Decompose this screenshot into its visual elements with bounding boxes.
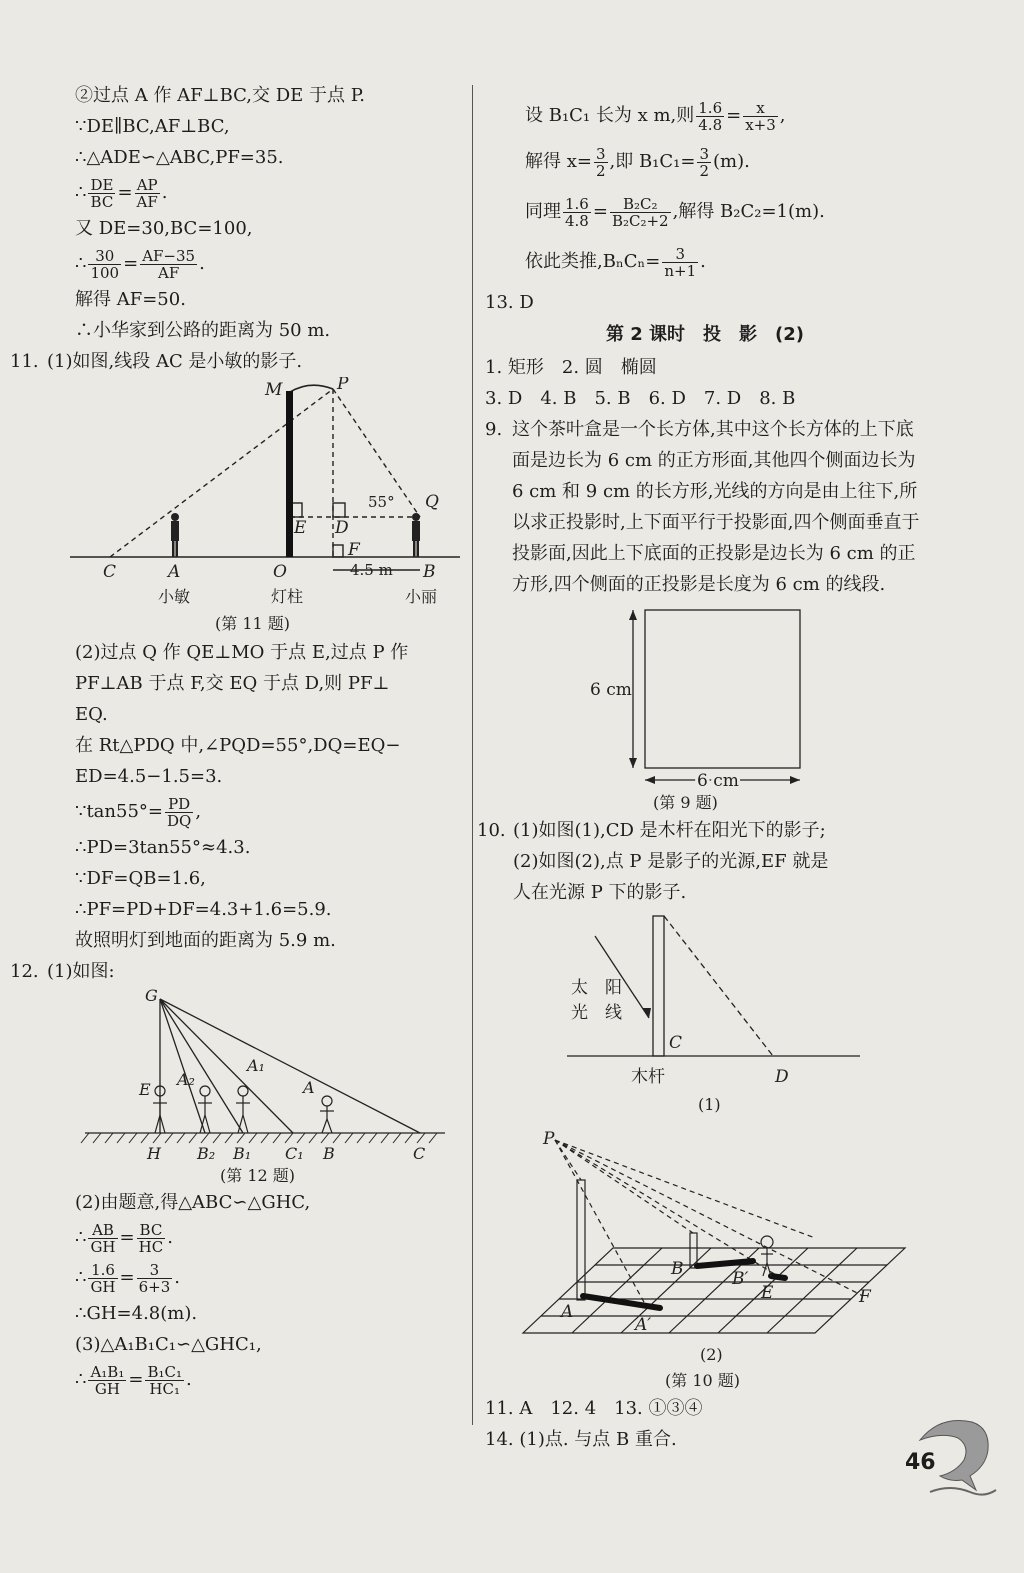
distance-label: 4.5 m [350,561,393,579]
text-line: ∴GH=4.8(m). [75,1303,198,1324]
label-A: A [561,1302,574,1322]
figure-caption: (2) [700,1345,723,1364]
label-xiaomin: 小敏 [158,587,191,606]
question-12: 12. (1)如图: [10,961,115,982]
answer-line: 1. 矩形 2. 圆 椭圆 [485,357,657,378]
figure-10-2 [485,1118,925,1393]
fraction: $\frac{AF-35}{AF}$ [142,246,196,282]
figure-10-1 [485,908,925,1118]
label-B2: B₂ [197,1144,216,1163]
text-line: PF⊥AB 于点 F,交 EQ 于点 D,则 PF⊥ [75,673,390,694]
fraction: $\frac{3}{6+3}$ [138,1260,171,1296]
text-line: 解得 AF=50. [75,289,186,310]
fraction: $\frac{\text{B₁C₁}}{\text{HC₁}}$ [147,1362,182,1398]
label-B: B [323,1144,335,1163]
side-length-label: 6 cm [590,680,632,700]
text-line: 又 DE=30,BC=100, [75,218,253,239]
equation-line: 解得 x= $\frac{3}{2}$ ,即 B₁C₁= $\frac{3}{2}$ (m). [525,144,750,180]
pole-label: 木杆 [631,1067,665,1087]
sunlight-label-2: 光 线 [571,1003,622,1023]
figure-caption: (第 12 题) [220,1166,296,1185]
figure-9 [485,600,925,815]
label-D: D [775,1067,789,1087]
equation-line: 依此类推,BₙCₙ= $\frac{3}{n+1}$ . [525,244,706,280]
column-divider [472,85,473,1425]
fraction: $\frac{AB}{GH}$ [90,1220,116,1256]
section-title: 第 2 课时 投 影 (2) [605,324,805,345]
label-denzhu: 灯柱 [271,587,304,606]
question-9-text: 这个茶叶盒是一个长方体,其中这个长方体的上下底面是边长为 6 cm 的正方形面,其他四个侧面边长为 6 cm 和 9 cm 的长方形,光线的方向是由上往下,所以求正投影时,上下面平行于投影面,四个侧面垂直于投影面,因此上下底面的正投影是边长为 6 cm 的正方形,四个侧面的正投影是长度为 6 cm 的线段. [512,419,920,595]
fraction: $\frac{BC}{HC}$ [138,1220,164,1256]
text-line: ED=4.5−1.5=3. [75,766,223,787]
label-E: E [761,1283,774,1303]
sunlight-label-1: 太 阳 [571,978,622,998]
answer-line: 11. A 12. 4 13. ①③④ [485,1398,703,1419]
fraction: $\frac{3}{2}$ [595,144,606,180]
label-C: C [669,1033,683,1053]
fraction: $\frac{1.6}{4.8}$ [565,194,589,230]
equation-line: 同理 $\frac{1.6}{4.8}$ = $\frac{\text{B₂C₂}}{\text{B₂C₂+2}}$ ,解得 B₂C₂=1(m). [525,194,825,230]
left-column [10,80,465,1400]
label-H: H [147,1144,161,1163]
equation-line: 设 B₁C₁ 长为 x m,则 $\frac{1.6}{4.8}$ = $\frac{x}{x+3}$ , [525,98,786,134]
label-D: D [335,518,349,538]
fraction: $\frac{DE}{BC}$ [90,175,114,211]
fraction: $\frac{30}{100}$ [90,246,120,282]
figure-caption: (第 11 题) [215,614,291,633]
label-F: F [859,1287,871,1307]
text-line: 在 Rt△PDQ 中,∠PQD=55°,DQ=EQ− [75,735,401,756]
page-number: 46 [905,1450,936,1475]
text-line: (2)如图(2),点 P 是影子的光源,EF 就是 [513,851,829,872]
figure-11 [75,377,465,637]
fraction: $\frac{3}{2}$ [699,144,710,180]
label-O: O [273,562,287,582]
text-line: (2)过点 Q 作 QE⊥MO 于点 E,过点 P 作 [75,642,409,663]
text-line: 人在光源 P 下的影子. [513,882,687,903]
fraction: $\frac{PD}{DQ}$ [167,794,192,830]
label-A1: A₁ [247,1056,265,1075]
label-A: A [303,1078,315,1097]
question-9: 9. 这个茶叶盒是一个长方体,其中这个长方体的上下底面是边长为 6 cm 的正方形面,其他四个侧面边长为 6 cm 和 9 cm 的长方形,光线的方向是由上往下,所以求正投影时,上下面平行于投影面,四个侧面垂直于投影面,因此上下底面的正投影是边长为 6 cm 的正方形,四个侧面的正投影是长度为 6 cm 的线段. [485,414,927,600]
label-A-prime: A′ [635,1315,652,1335]
label-C: C [413,1144,426,1163]
label-P: P [337,377,349,394]
fraction: $\frac{AP}{AF}$ [136,175,158,211]
text-line: (3)△A₁B₁C₁∽△GHC₁, [75,1334,262,1355]
fraction: $\frac{1.6}{4.8}$ [698,98,723,134]
fraction: $\frac{x}{x+3}$ [745,98,776,134]
label-B-prime: B′ [732,1269,749,1289]
label-B: B [671,1259,684,1279]
bottom-length-label: 6 cm [697,771,739,791]
text-line: EQ. [75,704,108,725]
label-M: M [265,380,283,400]
equation-line: ∴ $\frac{1.6}{GH}$ = $\frac{3}{6+3}$ . [75,1260,181,1296]
label-C: C [103,562,117,582]
equation-line: ∴ $\frac{\text{A₁B₁}}{GH}$ = $\frac{\text{B₁C₁}}{\text{HC₁}}$ . [75,1362,192,1398]
equation-line: ∴ $\frac{DE}{BC}$ = $\frac{AP}{AF}$ . [75,175,168,211]
text-line: 故照明灯到地面的距离为 5.9 m. [75,930,336,951]
figure-caption: (第 9 题) [653,793,718,812]
question-10: 10. (1)如图(1),CD 是木杆在阳光下的影子; [477,820,826,841]
answer-13: 13. D [485,292,534,313]
figure-10-caption: (第 10 题) [665,1371,741,1390]
label-F: F [348,540,360,560]
right-column [477,95,925,1455]
text-line: ∴PD=3tan55°≈4.3. [75,837,251,858]
figure-caption: (1) [698,1095,721,1114]
angle-label: 55° [368,493,395,511]
label-B: B [423,562,436,582]
label-A: A [168,562,181,582]
label-xiaoli: 小丽 [405,587,438,606]
label-B1: B₁ [233,1144,252,1163]
text-line: ∴PF=PD+DF=4.3+1.6=5.9. [75,899,332,920]
text-line: ∴△ADE∽△ABC,PF=35. [75,147,284,168]
fraction: $\frac{\text{A₁B₁}}{GH}$ [90,1362,125,1398]
fraction: $\frac{1.6}{GH}$ [90,1260,116,1296]
equation-line: ∵tan55°= $\frac{PD}{DQ}$ , [75,794,202,830]
label-E: E [139,1080,151,1099]
label-E: E [294,518,307,538]
fraction: $\frac{\text{B₂C₂}}{\text{B₂C₂+2}}$ [611,194,669,230]
text-line: ∴小华家到公路的距离为 50 m. [75,320,331,341]
text-line: ②过点 A 作 AF⊥BC,交 DE 于点 P. [75,85,365,106]
figure-12 [75,987,465,1187]
label-Q: Q [425,492,439,512]
label-G: G [145,987,158,1005]
answer-line: 14. (1)点. 与点 B 重合. [485,1429,677,1450]
equation-line: ∴ $\frac{30}{100}$ = $\frac{AF-35}{AF}$ . [75,246,205,282]
answer-line: 3. D 4. B 5. B 6. D 7. D 8. B [485,388,796,409]
label-C1: C₁ [285,1144,304,1163]
text-line: (2)由题意,得△ABC∽△GHC, [75,1192,311,1213]
fraction: $\frac{3}{n+1}$ [664,244,697,280]
text-line: ∵DF=QB=1.6, [75,868,206,889]
question-11: 11. (1)如图,线段 AC 是小敏的影子. [10,351,303,372]
label-A2: A₂ [177,1070,195,1089]
label-P: P [543,1129,555,1149]
equation-line: ∴ $\frac{AB}{GH}$ = $\frac{BC}{HC}$ . [75,1220,173,1256]
text-line: ∵DE∥BC,AF⊥BC, [75,116,230,137]
